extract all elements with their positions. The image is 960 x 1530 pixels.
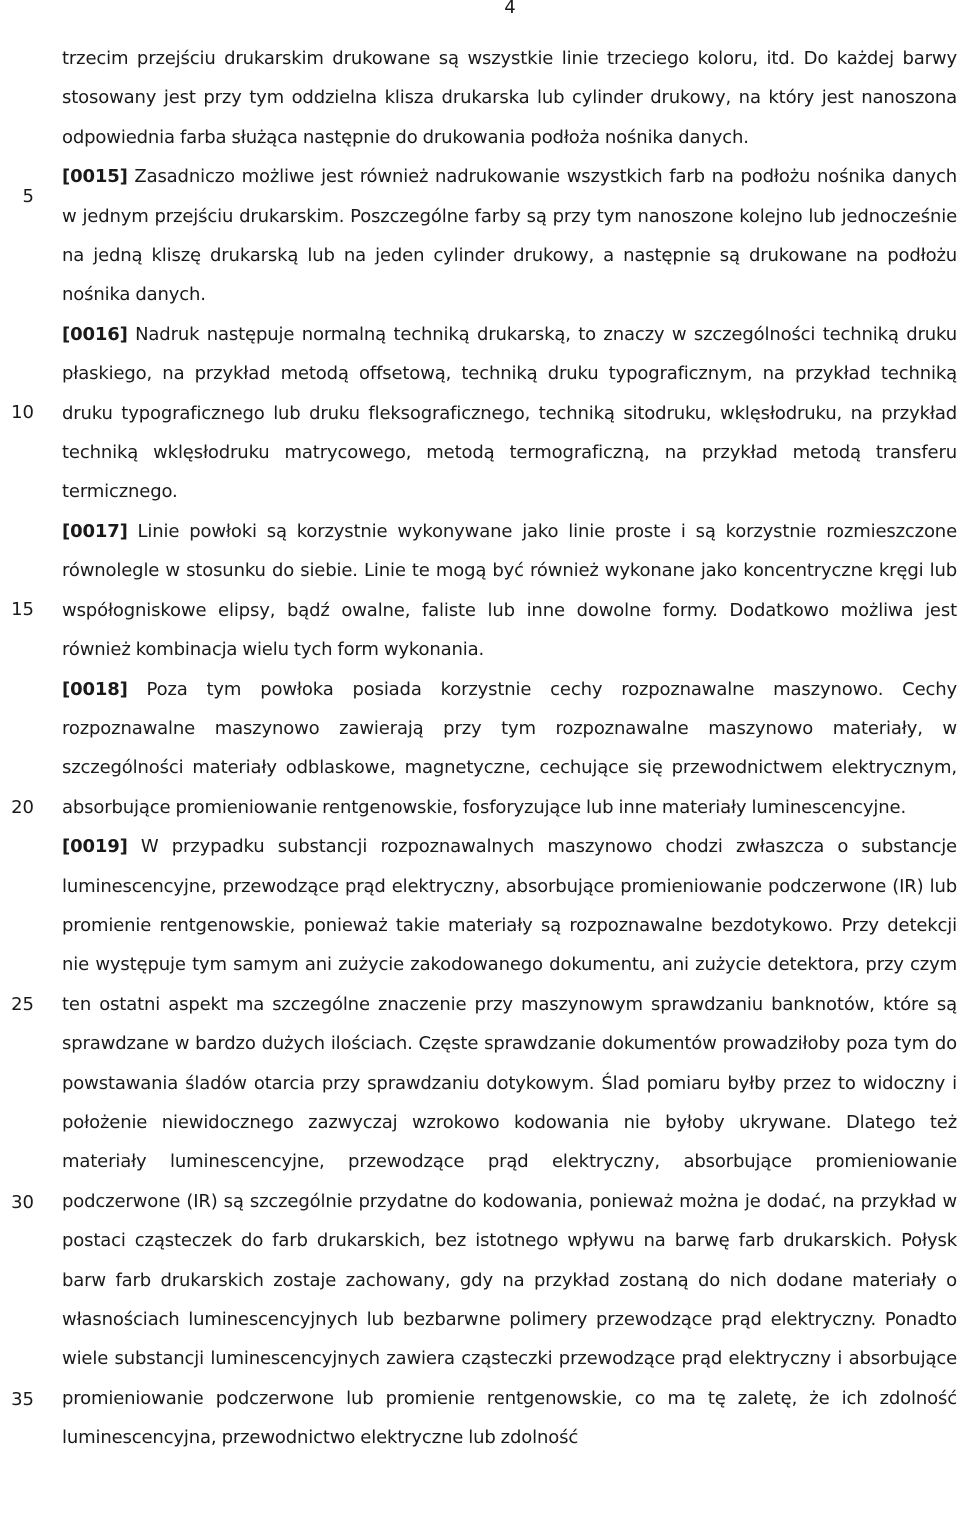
paragraph-text: Nadruk następuje normalną techniką drukarską, to znaczy w szczególności techniką druku płaskiego, na przykład metodą offsetową, techniką druku typograficznym, na przykład techniką druku typograficznego lub druku fleksograficznego, techniką sitodruku, wklęsłodruku, na przykład techniką wklęsłodruku matrycowego, metodą termograficzną, na przykład metodą transferu termicznego. xyxy=(62,323,957,503)
paragraph-0016 xyxy=(62,315,957,512)
document-body xyxy=(62,39,957,1458)
line-number: 5 xyxy=(22,186,34,207)
paragraph-0018 xyxy=(62,670,957,828)
paragraph-text: W przypadku substancji rozpoznawalnych maszynowo chodzi zwłaszcza o substancje luminescencyjne, przewodzące prąd elektryczny, absorbujące promieniowanie podczerwone (IR) lub promienie rentgenowskie, ponieważ takie materiały są rozpoznawalne bezdotykowo. Przy detekcji nie występuje tym samym ani zużycie zakodowanego dokumentu, ani zużycie detektora, przy czym ten ostatni aspekt ma szczególne znaczenie przy maszynowym sprawdzaniu banknotów, które są sprawdzane w bardzo dużych ilościach. Częste sprawdzanie dokumentów prowadziłoby poza tym do powstawania śladów otarcia przy sprawdzaniu dotykowym. Ślad pomiaru byłby przez to widoczny i położenie niewidocznego zazwyczaj wzrokowo kodowania nie byłoby ukrywane. Dlatego też materiały luminescencyjne, przewodzące prąd elektryczny, absorbujące promieniowanie podczerwone (IR) są szczególnie przydatne do kodowania, ponieważ można je dodać, na przykład w postaci cząsteczek do farb drukarskich, bez istotnego wpływu na barwę farb drukarskich. Połysk barw farb drukarskich zostaje zachowany, gdy na przykład zostaną do nich dodane materiały o własnościach luminescencyjnych lub bezbarwne polimery przewodzące prąd elektryczny. Ponadto wiele substancji luminescencyjnych zawiera cząsteczki przewodzące prąd elektryczny i absorbujące promieniowanie podczerwone lub promienie rentgenowskie, co ma tę zaletę, że ich zdolność luminescencyjna, przewodnictwo elektryczne lub zdolność xyxy=(62,836,957,1449)
paragraph-number: [0018] xyxy=(62,678,128,700)
paragraph-continuation xyxy=(62,39,957,157)
paragraph-number: [0019] xyxy=(62,836,128,858)
paragraph-text: Zasadniczo możliwe jest również nadrukowanie wszystkich farb na podłożu nośnika danych w jednym przejściu drukarskim. Poszczególne farby są przy tym nanoszone kolejno lub jednocześnie na jedną kliszę drukarską lub na jeden cylinder drukowy, a następnie są drukowane na podłożu nośnika danych. xyxy=(62,166,957,306)
line-number: 10 xyxy=(11,402,34,423)
paragraph-text: trzecim przejściu drukarskim drukowane są wszystkie linie trzeciego koloru, itd. Do każdej barwy stosowany jest przy tym oddzielna klisza drukarska lub cylinder drukowy, na który jest nanoszona odpowiednia farba służąca następnie do drukowania podłoża nośnika danych. xyxy=(62,48,957,148)
paragraph-number: [0015] xyxy=(62,166,128,188)
paragraph-number: [0017] xyxy=(62,520,128,542)
line-number-margin xyxy=(0,0,40,1530)
paragraph-0019 xyxy=(62,827,957,1458)
line-number: 25 xyxy=(11,994,34,1015)
paragraph-0015 xyxy=(62,157,957,315)
page-number: 4 xyxy=(504,0,516,18)
line-number: 15 xyxy=(11,599,34,620)
paragraph-text: Linie powłoki są korzystnie wykonywane jako linie proste i są korzystnie rozmieszczone równolegle w stosunku do siebie. Linie te mogą być również wykonane jako koncentryczne kręgi lub współogniskowe elipsy, bądź owalne, faliste lub inne dowolne formy. Dodatkowo możliwa jest również kombinacja wielu tych form wykonania. xyxy=(62,520,957,661)
line-number: 20 xyxy=(11,797,34,818)
paragraph-0017 xyxy=(62,512,957,670)
paragraph-text: Poza tym powłoka posiada korzystnie cechy rozpoznawalne maszynowo. Cechy rozpoznawalne maszynowo zawierają przy tym rozpoznawalne maszynowo materiały, w szczególności materiały odblaskowe, magnetyczne, cechujące się przewodnictwem elektrycznym, absorbujące promieniowanie rentgenowskie, fosforyzujące lub inne materiały luminescencyjne. xyxy=(62,678,958,818)
line-number: 30 xyxy=(11,1192,34,1213)
paragraph-number: [0016] xyxy=(62,323,128,345)
line-number: 35 xyxy=(11,1389,34,1410)
